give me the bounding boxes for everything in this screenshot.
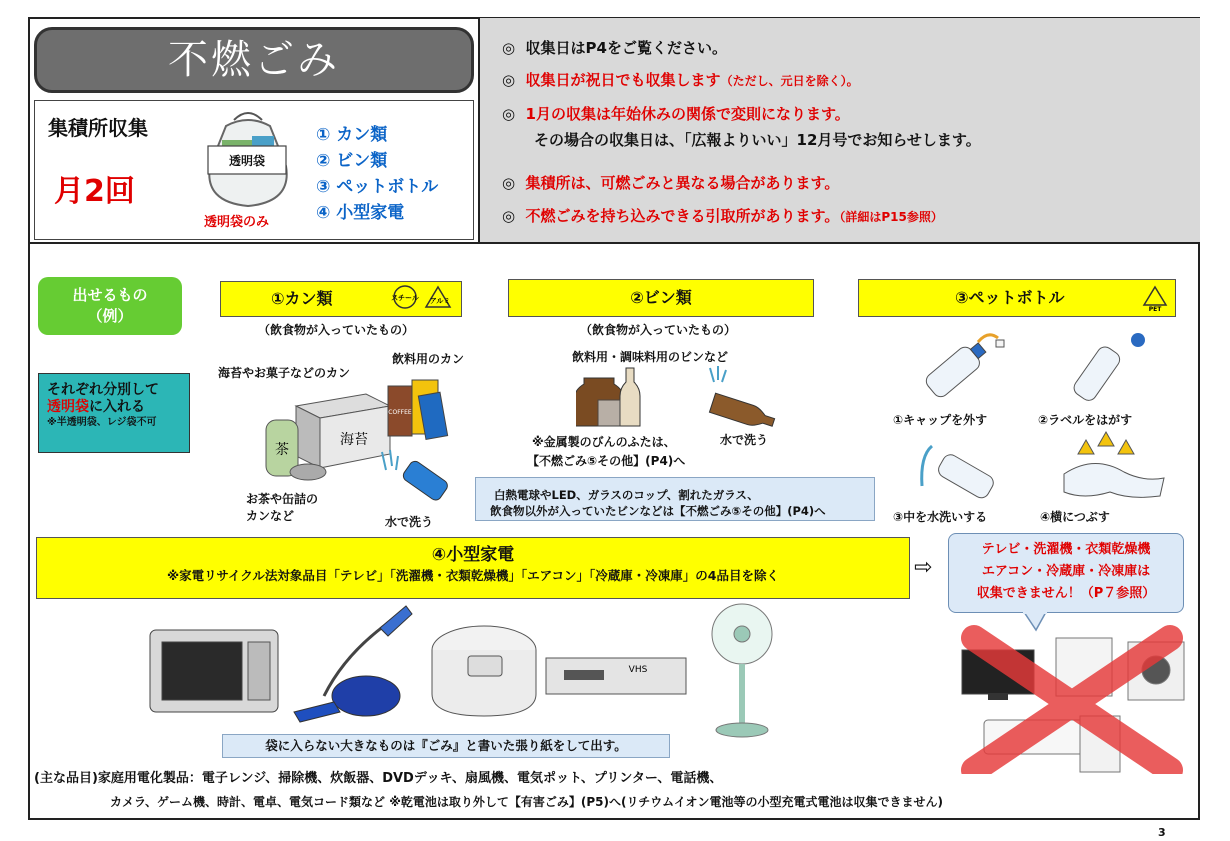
bottles-header: ②ビン類 (508, 279, 814, 317)
pet-step-4: ④横につぶす (1040, 510, 1110, 524)
item-appliances: ④ 小型家電 (316, 203, 405, 223)
cans-snack-label: 海苔やお菓子などのカン (218, 366, 351, 380)
pet-step-2: ②ラベルをはがす (1038, 413, 1133, 427)
svg-text:茶: 茶 (275, 442, 289, 458)
bag-label: 透明袋 (228, 154, 266, 168)
cans-illustration (262, 372, 462, 512)
note-4: ◎ 集積所は、可燃ごみと異なる場合があります。 (502, 174, 840, 192)
bottles-subtitle: （飲食物が入っていたもの） (580, 323, 737, 337)
collection-frequency: 月2回 (54, 174, 135, 209)
bottles-cap-note: ※金属製のびんのふたは、 【不燃ごみ⑤その他】(P4)へ (527, 435, 686, 468)
cans-tea-label: お茶や缶詰の カンなど (246, 492, 319, 523)
main-items-line-1: (主な品目)家庭用電化製品：電子レンジ、掃除機、炊飯器、DVDデッキ、扇風機、電気ポット、プリンター、電話機、 (34, 771, 723, 786)
arrow-icon: ⇨ (914, 555, 933, 580)
pet-step-1: ①キャップを外す (893, 413, 988, 427)
transparent-bag-icon (196, 106, 300, 216)
note-3: ◎ 1月の収集は年始休みの関係で変則になります。 (502, 105, 850, 123)
recycle-marks (390, 284, 453, 310)
sorting-instructions: それぞれ分別して 透明袋に入れる ※半透明袋、レジ袋不可 (38, 373, 190, 453)
item-pet: ③ ペットボトル (316, 177, 439, 197)
large-appliances-crossed-out (958, 624, 1188, 774)
examples-label: 出せるもの （例） (38, 277, 182, 335)
item-list (316, 122, 438, 226)
page-title: 不燃ごみ (34, 27, 474, 93)
pet-recycle-icon (1141, 284, 1169, 312)
item-bottles: ② ビン類 (316, 151, 388, 171)
svg-text:スチール: スチール (391, 294, 419, 302)
cans-drink-label: 飲料用のカン (392, 352, 465, 366)
svg-text:海苔: 海苔 (340, 432, 368, 448)
bottles-wash-label: 水で洗う (720, 433, 769, 447)
bottles-illustration (576, 364, 786, 428)
bag-note: 透明袋のみ (204, 215, 270, 230)
note-3-detail: その場合の収集日は、「広報よりいい」12月号でお知らせします。 (534, 131, 981, 149)
svg-text:VHS: VHS (628, 665, 648, 675)
pet-step-3: ③中を水洗いする (893, 510, 988, 524)
small-appliances-illustration (144, 600, 794, 740)
pet-header: ③ペットボトル PET (858, 279, 1176, 317)
steel-recycle-icon (390, 284, 420, 310)
cans-subtitle: （飲食物が入っていたもの） (258, 323, 415, 337)
section-divider (28, 242, 1200, 244)
main-items-line-2: カメラ、ゲーム機、時計、電卓、電気コード類など ※乾電池は取り外して【有害ごみ】(P5)へ(リチウムイオン電池等の小型充電式電池は収集できません) (110, 795, 944, 809)
svg-text:PET: PET (1148, 306, 1162, 312)
aluminum-recycle-icon (423, 284, 453, 310)
appliances-header: ④小型家電 ※家電リサイクル法対象品目「テレビ」「洗濯機・衣類乾燥機」「エアコン」「冷蔵庫・冷凍庫」の4品目を除く (36, 537, 910, 599)
cans-wash-label: 水で洗う (385, 515, 434, 529)
large-item-note: 袋に入らない大きなものは『ごみ』と書いた張り紙をして出す。 (222, 734, 670, 758)
bottles-exclusion-note: 白熱電球やLED、ガラスのコップ、割れたガラス、 飲食物以外が入っていたビンなどは【不燃ごみ⑤その他】(P4)へ (475, 477, 875, 521)
collection-method: 集積所収集 (48, 116, 148, 140)
page-number: 3 (1158, 826, 1166, 839)
item-cans: ① カン類 (316, 125, 388, 145)
note-2: ◎ 収集日が祝日でも収集します（ただし、元日を除く）。 (502, 71, 859, 89)
bottles-drink-label: 飲料用・調味料用のビンなど (572, 350, 729, 364)
note-5: ◎ 不燃ごみを持ち込みできる引取所があります。（詳細はP15参照） (502, 207, 943, 225)
not-collected-warning: テレビ・洗濯機・衣類乾燥機 エアコン・冷蔵庫・冷凍庫は 収集できません！（P７参照） (948, 533, 1184, 613)
svg-text:アルミ: アルミ (429, 297, 451, 305)
note-1: ◎ 収集日はP4をご覧ください。 (502, 39, 727, 57)
svg-text:COFFEE: COFFEE (388, 409, 412, 416)
cans-header: ①カン類 スチール アルミ (220, 281, 462, 317)
